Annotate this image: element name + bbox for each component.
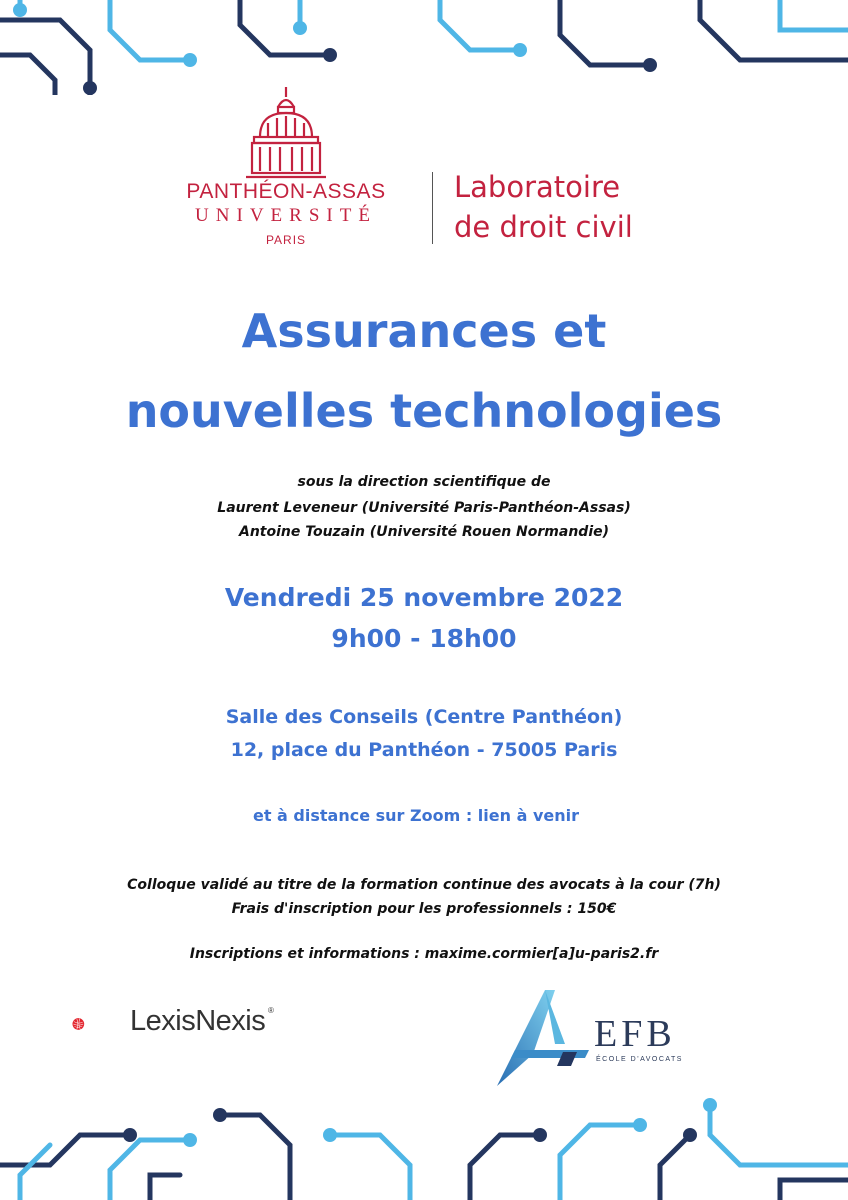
lexisnexis-logo-icon (72, 996, 128, 1052)
event-remote-info: et à distance sur Zoom : lien à venir (252, 806, 579, 825)
event-venue: Salle des Conseils (Centre Panthéon) (225, 706, 623, 728)
event-title-line1: Assurances et (241, 304, 607, 358)
lexisnexis-name: LexisNexis (130, 1005, 266, 1037)
lexisnexis-registered-mark: ® (268, 1006, 274, 1015)
university-city: PARIS (265, 233, 307, 247)
event-address: 12, place du Panthéon - 75005 Paris (230, 739, 618, 761)
event-time: 9h00 - 18h00 (331, 624, 517, 653)
event-date: Vendredi 25 novembre 2022 (224, 583, 624, 612)
registration-fees: Frais d'inscription pour les professionnels : 150€ (231, 901, 617, 917)
accreditation-note: Colloque validé au titre de la formation continue des avocats à la cour (7h) (127, 877, 721, 893)
efb-name: EFB (594, 1013, 676, 1055)
efb-logo-icon (493, 984, 603, 1088)
university-subtitle: UNIVERSITÉ (195, 205, 377, 226)
university-name: PANTHÉON-ASSAS (186, 180, 386, 203)
contact-info: Inscriptions et informations : maxime.cormier[a]u-paris2.fr (189, 946, 659, 962)
direction-intro: sous la direction scientifique de (297, 474, 551, 490)
circuit-decoration-bottom (0, 1095, 848, 1200)
event-title-line2: nouvelles technologies (125, 384, 723, 438)
circuit-decoration-top (0, 0, 848, 95)
director-2: Antoine Touzain (Université Rouen Normandie) (238, 524, 610, 540)
director-1: Laurent Leveneur (Université Paris-Panthéon-Assas) (217, 500, 631, 516)
laboratory-name-line2: de droit civil (454, 210, 633, 244)
efb-subtitle: ÉCOLE D'AVOCATS (596, 1056, 683, 1063)
pantheon-dome-logo (244, 85, 328, 180)
logo-divider (432, 172, 433, 244)
laboratory-name-line1: Laboratoire (454, 170, 621, 204)
